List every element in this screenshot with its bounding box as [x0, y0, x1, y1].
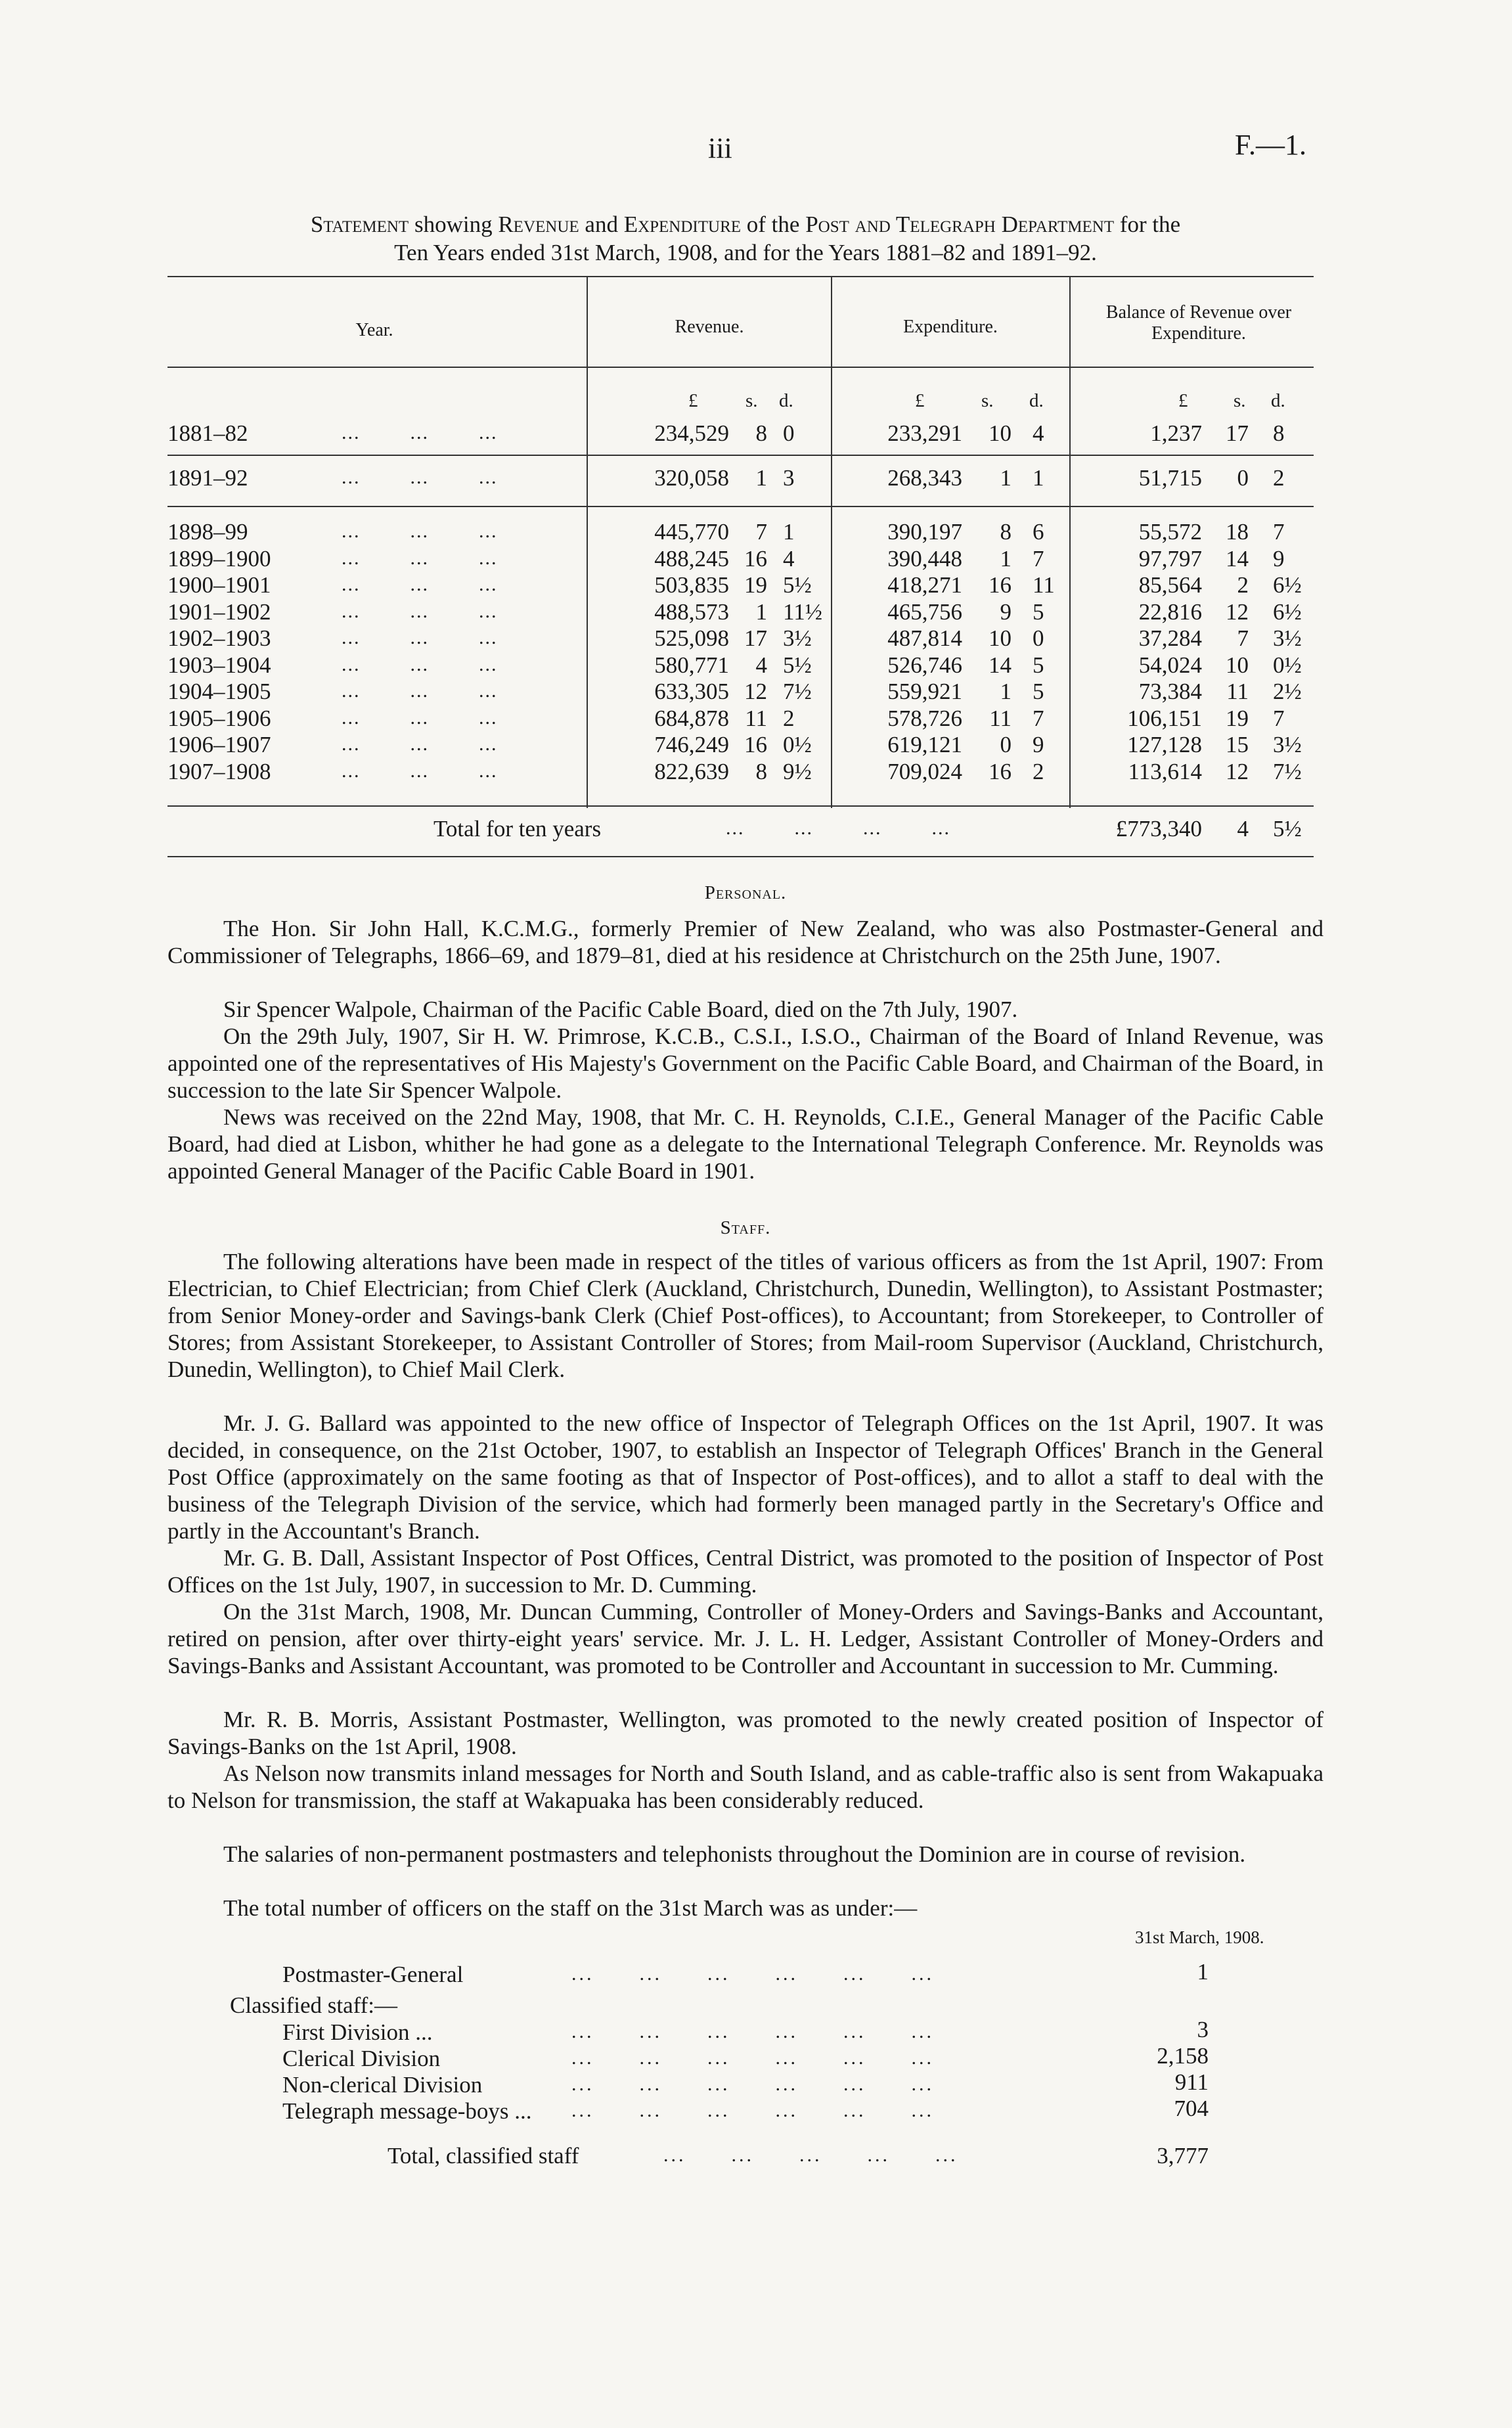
row-revenue-pounds: 320,058 [654, 465, 729, 491]
staff-total-value: 3,777 [1157, 2143, 1209, 2169]
total-leader-dots: ... ... ... ... [726, 817, 950, 839]
row-expenditure-pounds: 526,746 [887, 652, 962, 678]
row-expenditure-pounds: 709,024 [887, 758, 962, 784]
row-balance-shillings: 14 [1226, 545, 1249, 572]
staff-item-label: Postmaster-General [282, 1962, 464, 1987]
row-revenue-pence: 7½ [783, 679, 812, 704]
row-revenue-pence: 11½ [783, 598, 822, 625]
row-balance-shillings: 2 [1237, 572, 1249, 598]
row-leader-dots: ... ... ... [342, 733, 498, 755]
row-revenue-pence: 0½ [783, 732, 812, 757]
row-year: 1899–1900 [167, 545, 271, 572]
row-balance-pounds: 97,797 [1138, 545, 1202, 572]
row-expenditure-pence: 2 [1033, 758, 1044, 784]
total-shillings: 4 [1237, 816, 1249, 842]
table-divider-1 [587, 276, 588, 808]
row-revenue-pence: 4 [783, 545, 795, 572]
row-balance-pence: 7 [1273, 705, 1285, 731]
unit-shillings: s. [981, 390, 994, 411]
row-leader-dots: ... ... ... [342, 422, 498, 443]
row-expenditure-pence: 4 [1033, 420, 1044, 446]
row-balance-shillings: 18 [1226, 519, 1249, 545]
unit-pence: d. [1271, 390, 1285, 411]
row-expenditure-shillings: 14 [989, 652, 1012, 678]
row-expenditure-shillings: 1 [1000, 679, 1012, 704]
row-leader-dots: ... ... ... [342, 680, 498, 702]
row-balance-pence: 9 [1273, 545, 1285, 572]
row-balance-pence: 7½ [1273, 758, 1302, 784]
row-revenue-pounds: 746,249 [654, 732, 729, 757]
row-leader-dots: ... ... ... [342, 600, 498, 622]
row-year: 1901–1902 [167, 598, 271, 625]
row-expenditure-pounds: 233,291 [887, 420, 962, 446]
row-expenditure-pence: 5 [1033, 598, 1044, 625]
row-expenditure-shillings: 16 [989, 758, 1012, 784]
unit-pence: d. [1029, 390, 1044, 411]
row-revenue-pounds: 503,835 [654, 572, 729, 598]
row-balance-pounds: 1,237 [1150, 420, 1202, 446]
row-revenue-pence: 1 [783, 519, 795, 545]
row-revenue-pence: 5½ [783, 652, 812, 678]
row-expenditure-pence: 6 [1033, 519, 1044, 545]
staff-item-label: Non-clerical Division [282, 2072, 483, 2098]
table-top-rule [167, 276, 1314, 277]
row-balance-pence: 2½ [1273, 679, 1302, 704]
unit-shillings: s. [1234, 390, 1246, 411]
row-expenditure-shillings: 16 [989, 572, 1012, 598]
revenue-header: Revenue. [675, 317, 744, 337]
row-leader-dots: ... ... ... [342, 627, 498, 648]
row-balance-pence: 3½ [1273, 732, 1302, 757]
row-balance-pounds: 55,572 [1138, 519, 1202, 545]
row-year: 1904–1905 [167, 679, 271, 704]
statement-title [167, 210, 1323, 267]
row-expenditure-pounds: 619,121 [887, 732, 962, 757]
row-expenditure-pounds: 465,756 [887, 598, 962, 625]
row-revenue-pence: 3½ [783, 625, 812, 651]
staff-total-dots: ... ... ... ... ... [663, 2144, 958, 2166]
row-expenditure-pence: 7 [1033, 545, 1044, 572]
row-expenditure-shillings: 10 [989, 420, 1012, 446]
staff-item-dots: ... ... ... ... ... ... [571, 1963, 934, 1985]
row-leader-dots: ... ... ... [342, 520, 498, 542]
table-body-bottom-rule [167, 805, 1314, 807]
staff-item-value: 704 [1174, 2096, 1209, 2121]
total-pounds: £773,340 [1115, 816, 1202, 842]
row-revenue-shillings: 8 [755, 758, 767, 784]
row-balance-shillings: 12 [1226, 758, 1249, 784]
row-balance-shillings: 0 [1237, 465, 1249, 491]
row-revenue-shillings: 16 [744, 732, 767, 757]
personal-paragraph: News was received on the 22nd May, 1908, that Mr. C. H. Reynolds, C.I.E., General Manager of the Pacific Cable Board, had died at Lisbon, whither he had gone as a delegate to the International Telegraph Conference. Mr. Reynolds was appointed General Manager of the Pacific Cable Board in 1901. [167, 1104, 1323, 1184]
row-expenditure-shillings: 8 [1000, 519, 1012, 545]
row-revenue-pence: 0 [783, 420, 795, 446]
row-revenue-shillings: 11 [745, 705, 767, 731]
unit-pound: £ [915, 390, 925, 411]
personal-paragraph: The Hon. Sir John Hall, K.C.M.G., formerly Premier of New Zealand, who was also Postmaster-General and Commissioner of Telegraphs, 1866–69, and 1879–81, died at his residence at Christchurch on the 25th June, 1907. [167, 916, 1323, 968]
title-line-1: Statement showing Revenue and Expenditure of the Post and Telegraph Department for the [310, 212, 1181, 237]
document-reference: F.—1. [1235, 129, 1306, 161]
staff-column-head: 31st March, 1908. [1135, 1927, 1264, 1947]
table-row-rule-2 [167, 506, 1314, 507]
row-leader-dots: ... ... ... [342, 653, 498, 675]
row-leader-dots: ... ... ... [342, 759, 498, 782]
row-expenditure-pounds: 559,921 [887, 679, 962, 704]
row-expenditure-shillings: 0 [1000, 732, 1012, 757]
row-revenue-shillings: 17 [744, 625, 767, 651]
table-bottom-rule [167, 856, 1314, 857]
staff-item-dots: ... ... ... ... ... ... [571, 2100, 934, 2121]
row-expenditure-pounds: 487,814 [887, 625, 962, 651]
table-divider-3 [1069, 276, 1071, 808]
row-balance-pence: 7 [1273, 519, 1285, 545]
staff-paragraph: On the 31st March, 1908, Mr. Duncan Cumming, Controller of Money-Orders and Savings-Banks and Accountant, retired on pension, after over thirty-eight years' service. Mr. J. L. H. Ledger, Assistant Controller of Money-Orders and Savings-Banks and Assistant Accountant, was promoted to be Controller and Accountant in succession to Mr. Cumming. [167, 1599, 1323, 1678]
staff-item-label: Telegraph message-boys ... [282, 2098, 532, 2124]
row-balance-shillings: 12 [1226, 598, 1249, 625]
row-revenue-shillings: 12 [744, 679, 767, 704]
row-revenue-shillings: 19 [744, 572, 767, 598]
row-revenue-shillings: 1 [755, 598, 767, 625]
row-year: 1907–1908 [167, 758, 271, 784]
row-revenue-pence: 3 [783, 465, 795, 491]
row-balance-shillings: 10 [1226, 652, 1249, 678]
row-balance-pounds: 54,024 [1138, 652, 1202, 678]
row-year: 1891–92 [167, 465, 248, 491]
row-expenditure-pounds: 390,448 [887, 545, 962, 572]
row-balance-pounds: 106,151 [1127, 705, 1202, 731]
row-expenditure-pounds: 390,197 [887, 519, 962, 545]
row-revenue-pounds: 234,529 [654, 420, 729, 446]
row-revenue-pounds: 684,878 [654, 705, 729, 731]
row-year: 1905–1906 [167, 705, 271, 731]
row-balance-pence: 6½ [1273, 598, 1302, 625]
row-balance-pounds: 51,715 [1138, 465, 1202, 491]
expenditure-header: Expenditure. [903, 317, 998, 337]
row-expenditure-shillings: 10 [989, 625, 1012, 651]
row-expenditure-shillings: 1 [1000, 545, 1012, 572]
staff-item-dots: ... ... ... ... ... ... [571, 2021, 934, 2042]
row-balance-shillings: 19 [1226, 705, 1249, 731]
row-revenue-pounds: 488,245 [654, 545, 729, 572]
staff-total-label: Total, classified staff [388, 2143, 579, 2169]
row-expenditure-pence: 11 [1033, 572, 1055, 598]
row-year: 1881–82 [167, 420, 248, 446]
staff-item-value: 911 [1174, 2069, 1209, 2095]
staff-paragraph: The total number of officers on the staff on the 31st March was as under:— [223, 1895, 918, 1921]
row-revenue-shillings: 16 [744, 545, 767, 572]
staff-item-value: 3 [1197, 2017, 1209, 2042]
row-expenditure-pence: 7 [1033, 705, 1044, 731]
row-leader-dots: ... ... ... [342, 547, 498, 569]
page-number: iii [708, 132, 732, 164]
row-leader-dots: ... ... ... [342, 573, 498, 595]
staff-paragraph: Mr. G. B. Dall, Assistant Inspector of Post Offices, Central District, was promoted to the position of Inspector of Post Offices on the 1st July, 1907, in succession to Mr. D. Cumming. [167, 1545, 1323, 1598]
personal-heading: Personal. [704, 882, 787, 903]
row-expenditure-pounds: 268,343 [887, 465, 962, 491]
row-balance-pounds: 113,614 [1128, 758, 1202, 784]
row-expenditure-pounds: 418,271 [887, 572, 962, 598]
row-balance-pounds: 22,816 [1138, 598, 1202, 625]
row-expenditure-shillings: 9 [1000, 598, 1012, 625]
personal-paragraph: On the 29th July, 1907, Sir H. W. Primrose, K.C.B., C.S.I., I.S.O., Chairman of the Board of Inland Revenue, was appointed one of the representatives of His Majesty's Government on the Pacific Cable Board, and Chairman of the Board, in succession to the late Sir Spencer Walpole. [167, 1023, 1323, 1103]
table-header-rule [167, 367, 1314, 368]
row-balance-pence: 3½ [1273, 625, 1302, 651]
staff-item-value: 2,158 [1157, 2043, 1209, 2069]
table-row-rule-1 [167, 455, 1314, 456]
row-balance-pence: 0½ [1273, 652, 1302, 678]
row-year: 1902–1903 [167, 625, 271, 651]
total-label: Total for ten years [434, 816, 602, 842]
row-leader-dots: ... ... ... [342, 466, 498, 488]
row-revenue-shillings: 8 [755, 420, 767, 446]
row-balance-pence: 2 [1273, 465, 1285, 491]
row-revenue-pounds: 488,573 [654, 598, 729, 625]
row-balance-pence: 6½ [1273, 572, 1302, 598]
staff-item-label: First Division ... [282, 2019, 433, 2045]
unit-pence: d. [779, 390, 793, 411]
row-leader-dots: ... ... ... [342, 706, 498, 729]
row-balance-shillings: 7 [1237, 625, 1249, 651]
unit-shillings: s. [745, 390, 758, 411]
staff-paragraph: The salaries of non-permanent postmasters and telephonists throughout the Dominion are in course of revision. [223, 1841, 1246, 1867]
row-expenditure-pence: 1 [1033, 465, 1044, 491]
row-balance-shillings: 11 [1226, 679, 1249, 704]
year-header: Year. [355, 320, 393, 340]
staff-paragraph: As Nelson now transmits inland messages for North and South Island, and as cable-traffic also is sent from Wakapuaka to Nelson for transmission, the staff at Wakapuaka has been considerably reduced. [167, 1761, 1323, 1813]
staff-item-label: Classified staff:— [230, 1992, 398, 2018]
staff-item-dots: ... ... ... ... ... ... [571, 2047, 934, 2069]
row-expenditure-pence: 0 [1033, 625, 1044, 651]
staff-paragraph: Mr. R. B. Morris, Assistant Postmaster, Wellington, was promoted to the newly created position of Inspector of Savings-Banks on the 1st April, 1908. [167, 1707, 1323, 1759]
row-balance-pounds: 73,384 [1138, 679, 1202, 704]
staff-item-label: Clerical Division [282, 2046, 441, 2071]
row-year: 1898–99 [167, 519, 248, 545]
row-year: 1903–1904 [167, 652, 271, 678]
row-balance-pounds: 37,284 [1138, 625, 1202, 651]
row-expenditure-pounds: 578,726 [887, 705, 962, 731]
balance-header: Balance of Revenue over Expenditure. [1105, 302, 1292, 344]
row-revenue-pounds: 633,305 [654, 679, 729, 704]
unit-pound: £ [688, 390, 698, 411]
staff-item-dots: ... ... ... ... ... ... [571, 2073, 934, 2095]
unit-pound: £ [1178, 390, 1188, 411]
row-revenue-shillings: 7 [755, 519, 767, 545]
row-expenditure-shillings: 11 [989, 705, 1012, 731]
row-expenditure-shillings: 1 [1000, 465, 1012, 491]
row-revenue-pence: 2 [783, 705, 795, 731]
row-balance-pounds: 85,564 [1138, 572, 1202, 598]
staff-paragraph: The following alterations have been made in respect of the titles of various officers as from the 1st April, 1907: From Electrician, to Chief Electrician; from Chief Clerk (Auckland, Christchurch, Dunedin, Wellington), to Assistant Postmaster; from Senior Money-order and Savings-bank Clerk (Chief Post-offices), to Accountant; from Storekeeper, to Controller of Stores; from Assistant Storekeeper, to Assistant Controller of Stores; from Mail-room Supervisor (Auckland, Christchurch, Dunedin, Wellington), to Chief Mail Clerk. [167, 1249, 1323, 1382]
row-revenue-shillings: 4 [755, 652, 767, 678]
staff-paragraph: Mr. J. G. Ballard was appointed to the new office of Inspector of Telegraph Offices on the 1st April, 1907. It was decided, in consequence, on the 21st October, 1907, to establish an Inspector of Telegraph Offices' Branch in the General Post Office (approximately on the same footing as that of Inspector of Post-offices), and to allot a staff to deal with the business of the Telegraph Division of the service, which had formerly been managed partly in the Secretary's Office and partly in the Accountant's Branch. [167, 1410, 1323, 1544]
staff-item-value: 1 [1197, 1959, 1209, 1985]
row-balance-shillings: 15 [1226, 732, 1249, 757]
row-revenue-pounds: 822,639 [654, 758, 729, 784]
table-divider-2 [831, 276, 832, 808]
row-balance-pounds: 127,128 [1127, 732, 1202, 757]
row-revenue-pounds: 525,098 [654, 625, 729, 651]
personal-paragraph: Sir Spencer Walpole, Chairman of the Pacific Cable Board, died on the 7th July, 1907. [223, 997, 1018, 1022]
row-revenue-pence: 5½ [783, 572, 812, 598]
row-revenue-shillings: 1 [755, 465, 767, 491]
row-revenue-pence: 9½ [783, 758, 812, 784]
row-expenditure-pence: 5 [1033, 679, 1044, 704]
row-revenue-pounds: 445,770 [654, 519, 729, 545]
row-year: 1900–1901 [167, 572, 271, 598]
title-line-2: Ten Years ended 31st March, 1908, and for the Years 1881–82 and 1891–92. [394, 240, 1097, 265]
row-expenditure-pence: 9 [1033, 732, 1044, 757]
row-balance-pence: 8 [1273, 420, 1285, 446]
row-year: 1906–1907 [167, 732, 271, 757]
total-pence: 5½ [1273, 816, 1302, 842]
row-expenditure-pence: 5 [1033, 652, 1044, 678]
row-revenue-pounds: 580,771 [654, 652, 729, 678]
staff-heading: Staff. [720, 1217, 771, 1238]
row-balance-shillings: 17 [1226, 420, 1249, 446]
